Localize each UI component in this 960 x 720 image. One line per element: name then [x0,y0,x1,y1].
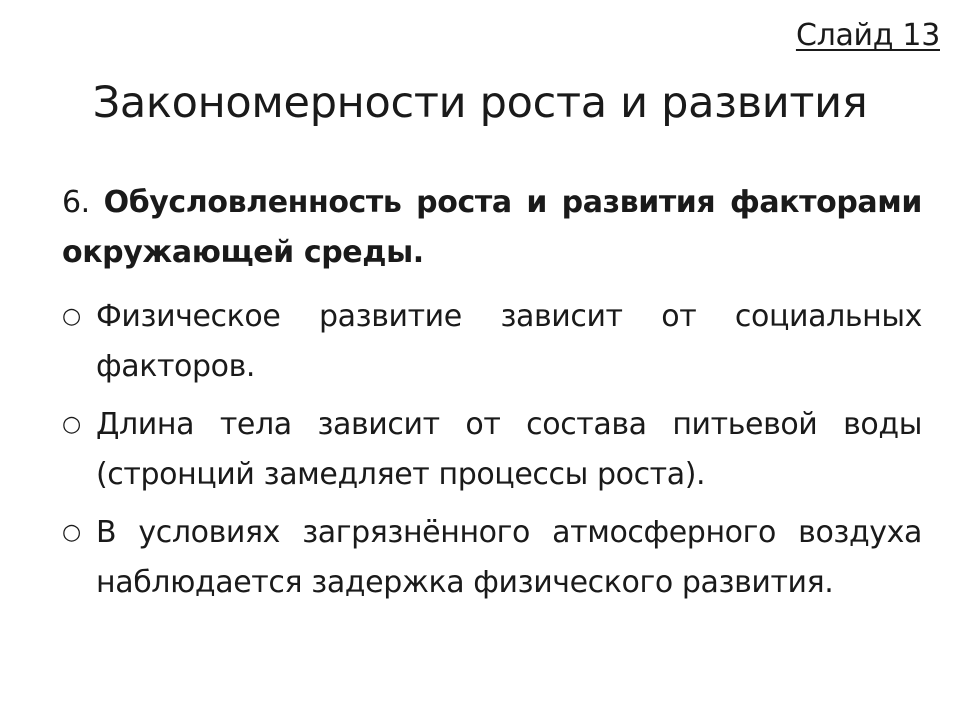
intro-number: 6. [62,185,90,220]
slide-content [62,178,922,616]
bullet-text: В условиях загрязнённого атмосферного воздуха наблюдается задержка физического развития. [96,515,922,600]
circle-bullet-icon: ○ [62,304,81,329]
circle-bullet-icon: ○ [62,412,81,437]
bullet-text: Физическое развитие зависит от социальных факторов. [96,299,922,384]
intro-heading: Обусловленность роста и развития факторами окружающей среды. [62,185,922,270]
bullet-item-2 [62,400,922,500]
intro-paragraph [62,178,922,278]
bullet-item-3 [62,508,922,608]
slide-title: Закономерности роста и развития [92,78,868,128]
circle-bullet-icon: ○ [62,520,81,545]
bullet-item-1 [62,292,922,392]
slide-number: Слайд 13 [795,18,940,53]
bullet-text: Длина тела зависит от состава питьевой воды (стронций замедляет процессы роста). [96,407,922,492]
